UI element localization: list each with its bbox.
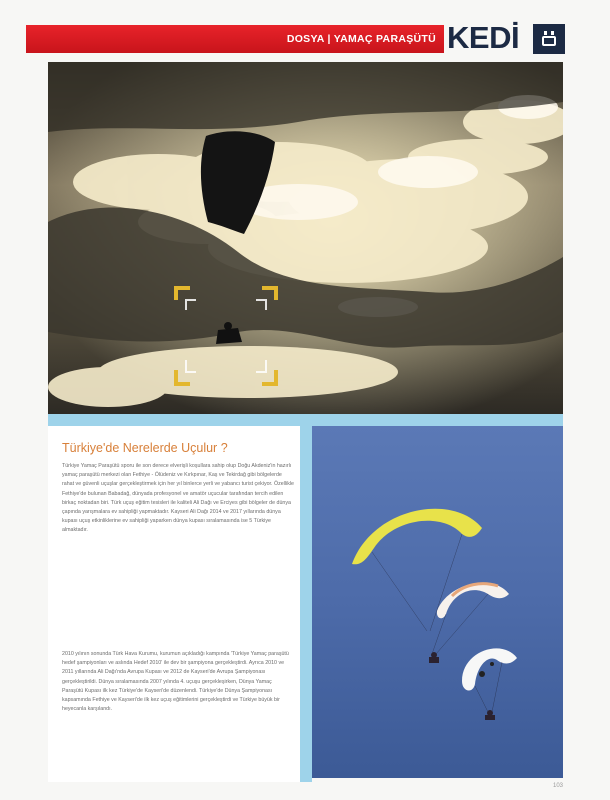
brand-logo <box>447 20 565 55</box>
brand-box-icon <box>533 24 565 54</box>
page-number: 103 <box>553 783 564 789</box>
article-title: Türkiye'de Nerelerde Uçulur ? <box>62 441 228 455</box>
secondary-photo-illustration <box>312 426 563 778</box>
hero-photo-illustration <box>48 62 563 414</box>
secondary-photo <box>312 426 563 778</box>
article-paragraph: 2010 yılının sonunda Türk Hava Kurumu, kurumun açıkladığı kampında 'Türkiye Yamaç paraşütü hedef şampiyonları ve aslında Hedef 2010' ile dev bir şampiyona gerçekleştirdi. Ayrıca 2010 ve 2011 yıllarında Ali Dağı'nda Avrupa Kupası ve 2012 de Kayseri'de Avrupa Şampiyonası gerçekleştirildi. Dünya sıralamasında 2007 yılında 4. uçuşu gerçekleşirken, Dünya Yamaç Paraşütü Kupası ilk kez Türkiye'de Kayseri'de düzenlendi. Türkiye'de Dünya Şampiyonası kapsamında Fethiye ve Kayseri'de ilk kez uçuş eğitimlerini gerçekleştirdi ve Türkiye büyük bir heyecanla karşılandı. <box>62 651 289 713</box>
divider-strip-vertical <box>300 426 312 782</box>
divider-strip <box>48 414 563 426</box>
hero-photo <box>48 62 563 414</box>
section-header-bar <box>26 25 444 53</box>
section-label: DOSYA | YAMAÇ PARAŞÜTÜ <box>286 33 436 45</box>
brand-name: KEDİ <box>447 20 520 55</box>
article-paragraph: Türkiye Yamaç Paraşütü sporu ile son derece elverişli koşullara sahip olup Doğu Akdeniz'in hazırlı yamaç paraşütü merkezi olan Fethiye - Ölüdeniz ve Kırkpınar, Kaş ve Tekirdağ gibi bölgelerde rahat ve güvenli uçuşlar gerçekleştirmek için her yıl binlerce yerli ve yabancı turist çekiyor. Özellikle Fethiye'de bulunan Babadağ, dünyada profesyonel ve amatör uçucular tarafından tercih edilen birkaç noktadan biri. Türk uçuş eğitim tesisleri ile kaliteli Ali Dağı ve Erciyes gibi bölgeler de dünya çapında yarışmalara ev sahipliği yapmaktadır. Kayseri Ali Dağı 2014 ve 2017 yıllarında dünya kupası uçuş etkinliklerine ev sahipliği yaparken dünya kupası sıralamasında ise 5 Türkiye almaktadır. <box>62 463 294 534</box>
